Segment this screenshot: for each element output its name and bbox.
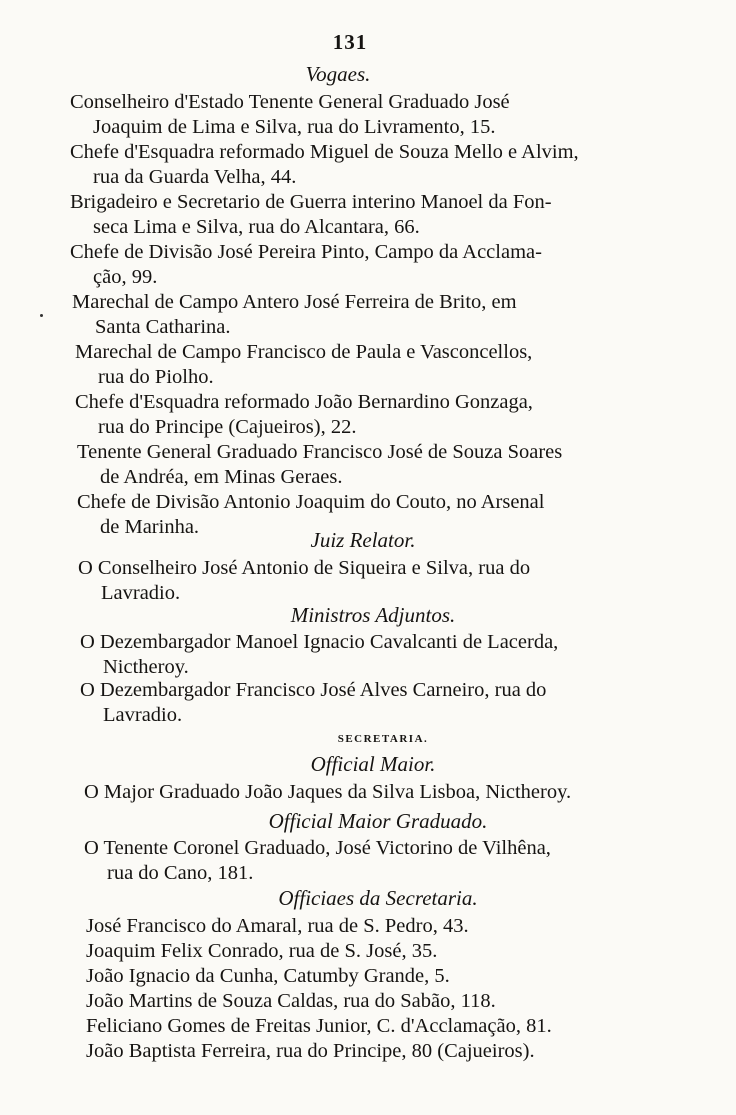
entry-line: ção, 99. [93, 266, 158, 288]
entry-officiaes-6: João Baptista Ferreira, rua do Principe, 80 (Cajueiros). [86, 1040, 535, 1062]
entry-vogal-8 [77, 440, 562, 490]
heading-vogaes: Vogaes. [305, 62, 371, 86]
heading-ministros-adjuntos: Ministros Adjuntos. [290, 603, 456, 627]
entry-line: Santa Catharina. [95, 316, 231, 338]
entry-line: de Andréa, em Minas Geraes. [100, 466, 343, 488]
entry-line: Chefe d'Esquadra reformado João Bernardino Gonzaga, [75, 391, 533, 413]
entry-officiaes-3: João Ignacio da Cunha, Catumby Grande, 5. [86, 965, 450, 987]
entry-line: Conselheiro d'Estado Tenente General Graduado José [70, 91, 510, 113]
entry-officiaes-5: Feliciano Gomes de Freitas Junior, C. d'Acclamação, 81. [86, 1015, 552, 1037]
entry-line: O Dezembargador Manoel Ignacio Cavalcanti de Lacerda, [80, 631, 559, 653]
entry-official-graduado [84, 836, 551, 886]
page-number: 131 [332, 30, 368, 54]
entry-line: Chefe de Divisão José Pereira Pinto, Campo da Acclama- [70, 241, 542, 263]
entry-vogal-3 [70, 190, 552, 240]
entry-line: rua do Piolho. [98, 366, 214, 388]
entry-line: O Dezembargador Francisco José Alves Carneiro, rua do [80, 679, 547, 701]
entry-line: Brigadeiro e Secretario de Guerra interino Manoel da Fon- [70, 191, 552, 213]
entry-vogal-1 [70, 90, 510, 140]
entry-officiaes-4: João Martins de Souza Caldas, rua do Sabão, 118. [86, 990, 496, 1012]
heading-official-maior-graduado: Official Maior Graduado. [268, 809, 488, 833]
entry-officiaes-1: José Francisco do Amaral, rua de S. Pedro, 43. [86, 915, 469, 937]
entry-vogal-6 [75, 340, 532, 390]
entry-vogal-2 [70, 140, 579, 190]
entry-line: Chefe de Divisão Antonio Joaquim do Couto, no Arsenal [77, 491, 545, 513]
entry-official-maior: O Major Graduado João Jaques da Silva Lisboa, Nictheroy. [84, 781, 572, 803]
entry-line: Marechal de Campo Francisco de Paula e Vasconcellos, [75, 341, 533, 363]
entry-line: seca Lima e Silva, rua do Alcantara, 66. [93, 216, 420, 238]
entry-vogal-4 [70, 240, 542, 290]
entry-ministro-1 [80, 630, 558, 680]
entry-juiz-relator [78, 556, 530, 606]
entry-line: O Conselheiro José Antonio de Siqueira e Silva, rua do [78, 557, 531, 579]
ink-speck [40, 314, 43, 317]
entry-line: Lavradio. [101, 582, 181, 604]
entry-line: rua do Principe (Cajueiros), 22. [98, 416, 357, 438]
entry-line: O Tenente Coronel Graduado, José Victorino de Vilhêna, [84, 837, 551, 859]
entry-line: de Marinha. [100, 516, 200, 538]
heading-officiaes-secretaria: Officiaes da Secretaria. [278, 886, 478, 910]
entry-vogal-5 [72, 290, 517, 340]
heading-juiz-relator: Juiz Relator. [310, 528, 416, 552]
entry-ministro-2 [80, 678, 546, 728]
entry-line: rua da Guarda Velha, 44. [93, 166, 297, 188]
entry-vogal-7 [75, 390, 533, 440]
entry-line: Tenente General Graduado Francisco José de Souza Soares [77, 441, 563, 463]
entry-line: Nictheroy. [103, 656, 189, 678]
entry-line: Joaquim de Lima e Silva, rua do Livramento, 15. [93, 116, 496, 138]
entry-officiaes-2: Joaquim Felix Conrado, rua de S. José, 35. [86, 940, 438, 962]
entry-line: Lavradio. [103, 704, 183, 726]
heading-official-maior: Official Maior. [310, 752, 436, 776]
entry-line: Chefe d'Esquadra reformado Miguel de Souza Mello e Alvim, [70, 141, 579, 163]
entry-line: rua do Cano, 181. [107, 862, 254, 884]
heading-secretaria: SECRETARIA. [337, 733, 429, 745]
entry-line: Marechal de Campo Antero José Ferreira de Brito, em [72, 291, 517, 313]
